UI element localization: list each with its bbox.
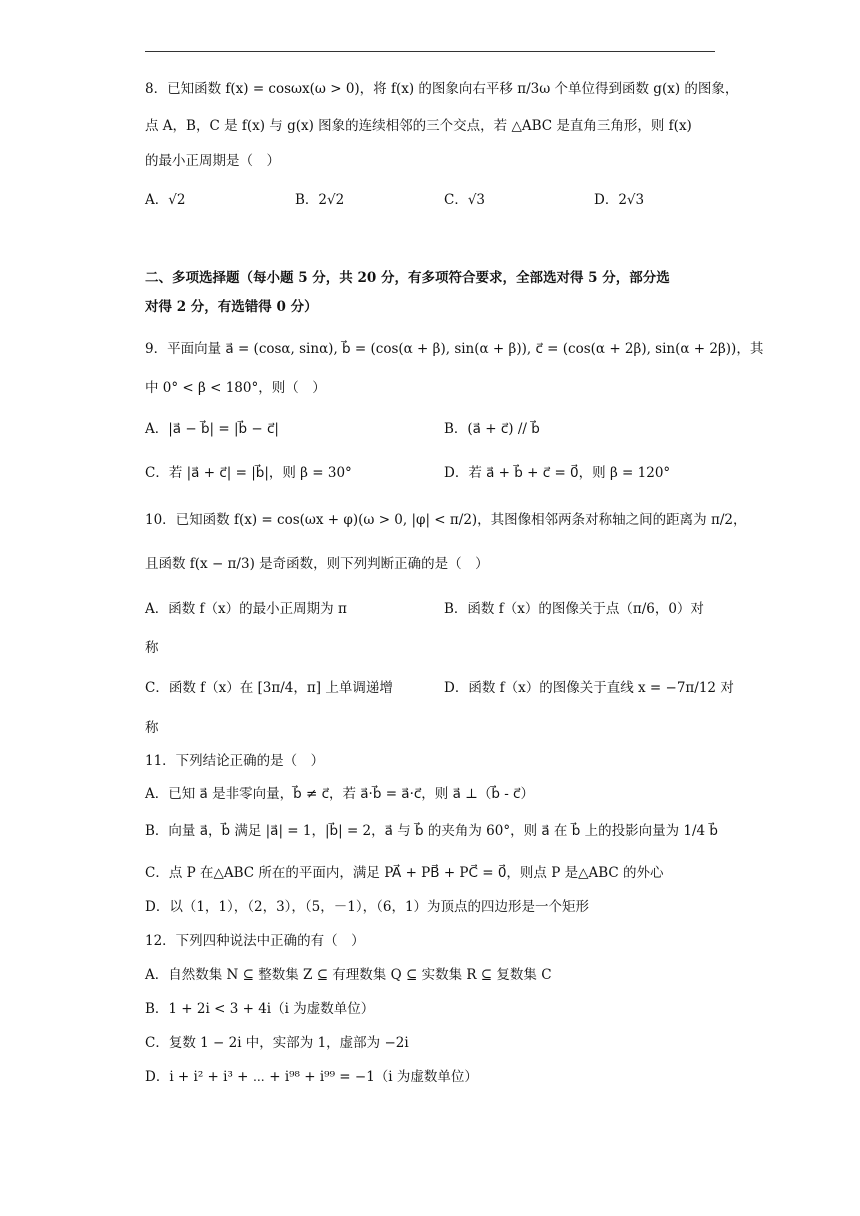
q11-option-a: A．已知 a⃗ 是非零向量，b⃗ ≠ c⃗，若 a⃗·b⃗ = a⃗·c⃗，则 a⃗ ⊥（b⃗ - c⃗） <box>145 786 534 802</box>
top-rule <box>145 51 715 52</box>
q10-option-d: D．函数 f（x）的图像关于直线 x = −7π/12 对 <box>444 680 734 696</box>
q8-option-c: C．√3 <box>444 192 486 208</box>
q10-option-b: B．函数 f（x）的图像关于点（π/6，0）对 <box>444 601 704 617</box>
q9-option-b: B．(a⃗ + c⃗) // b⃗ <box>444 421 540 437</box>
q10-option-c: C．函数 f（x）在 [3π/4，π] 上单调递增 <box>145 680 393 696</box>
q12-option-a: A．自然数集 N ⊆ 整数集 Z ⊆ 有理数集 Q ⊆ 实数集 R ⊆ 复数集 C <box>145 967 552 983</box>
q8-line3: 的最小正周期是（ ） <box>145 153 280 169</box>
section2-heading-line2: 对得 2 分，有选错得 0 分） <box>145 299 318 315</box>
q10-line2: 且函数 f(x − π/3) 是奇函数，则下列判断正确的是（ ） <box>145 556 489 572</box>
q12-option-c: C．复数 1 − 2i 中，实部为 1，虚部为 −2i <box>145 1035 409 1051</box>
q10-option-b-cont: 称 <box>145 640 159 656</box>
q12-option-b: B．1 + 2i < 3 + 4i（i 为虚数单位） <box>145 1001 375 1017</box>
q11-line1: 11．下列结论正确的是（ ） <box>145 753 325 769</box>
q8-line1: 8．已知函数 f(x) = cosωx(ω > 0)，将 f(x) 的图象向右平移 π/3ω 个单位得到函数 g(x) 的图象， <box>145 81 739 97</box>
q11-option-b: B．向量 a⃗，b⃗ 满足 |a⃗| = 1，|b⃗| = 2，a⃗ 与 b⃗ 的夹角为 60°，则 a⃗ 在 b⃗ 上的投影向量为 1/4 b⃗ <box>145 823 718 839</box>
q11-option-d: D．以（1，1），（2，3），（5，－1），（6，1）为顶点的四边形是一个矩形 <box>145 899 590 915</box>
q10-option-a: A．函数 f（x）的最小正周期为 π <box>145 601 347 617</box>
q11-option-c: C．点 P 在△ABC 所在的平面内，满足 PA⃗ + PB⃗ + PC⃗ = 0⃗，则点 P 是△ABC 的外心 <box>145 865 664 881</box>
q8-line2: 点 A，B，C 是 f(x) 与 g(x) 图象的连续相邻的三个交点，若 △ABC 是直角三角形，则 f(x) <box>145 118 692 134</box>
q10-option-d-cont: 称 <box>145 720 159 736</box>
q9-line1: 9．平面向量 a⃗ = (cosα, sinα), b⃗ = (cos(α + β), sin(α + β)), c⃗ = (cos(α + 2β), sin(α + 2β))，其 <box>145 341 764 357</box>
q9-option-a: A．|a⃗ − b⃗| = |b⃗ − c⃗| <box>145 421 279 437</box>
q12-line1: 12．下列四种说法中正确的有（ ） <box>145 933 365 949</box>
q9-option-d: D．若 a⃗ + b⃗ + c⃗ = 0⃗，则 β = 120° <box>444 465 671 481</box>
q12-option-d: D．i + i² + i³ + ⋯ + i⁹⁸ + i⁹⁹ = −1（i 为虚数单位） <box>145 1069 478 1085</box>
q8-option-d: D．2√3 <box>594 192 645 208</box>
q8-option-b: B．2√2 <box>295 192 345 208</box>
q8-option-a: A．√2 <box>145 192 186 208</box>
q9-line2: 中 0° < β < 180°，则（ ） <box>145 380 326 396</box>
q10-line1: 10．已知函数 f(x) = cos(ωx + φ)(ω > 0, |φ| < π/2)，其图像相邻两条对称轴之间的距离为 π/2， <box>145 512 747 528</box>
q9-option-c: C．若 |a⃗ + c⃗| = |b⃗|，则 β = 30° <box>145 465 352 481</box>
section2-heading-line1: 二、多项选择题（每小题 5 分，共 20 分，有多项符合要求，全部选对得 5 分，部分选 <box>145 270 670 286</box>
